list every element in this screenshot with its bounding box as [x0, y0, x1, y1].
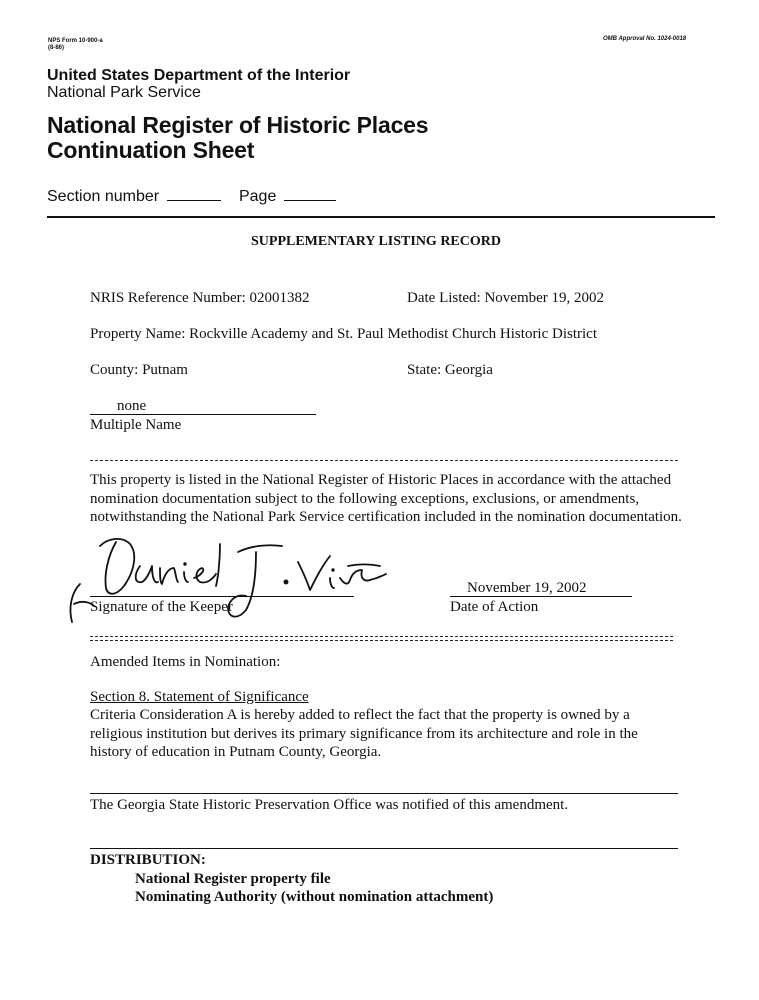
multiple-name-value: none [117, 398, 147, 414]
signature-label: Signature of the Keeper [90, 599, 233, 615]
notice-rule [90, 793, 678, 794]
form-number-label [48, 38, 103, 52]
omb-approval: OMB Approval No. 1024-0018 [603, 36, 687, 42]
distribution-item: National Register property file [135, 871, 331, 887]
form-number: NPS Form 10-900-a [48, 38, 103, 44]
form-revision: (8-86) [48, 45, 65, 51]
multiple-name-label: Multiple Name [90, 417, 182, 433]
page-label: Page [238, 188, 277, 205]
record-heading: SUPPLEMENTARY LISTING RECORD [251, 234, 501, 249]
section-number-field [167, 200, 221, 201]
page-field [284, 200, 336, 201]
page-title: National Register of Historic Places [47, 112, 429, 138]
action-date: November 19, 2002 [467, 580, 587, 596]
department-name: United States Department of the Interior [47, 67, 351, 84]
header-rule [47, 216, 715, 218]
dashed-divider [90, 460, 678, 461]
county: County: Putnam [90, 362, 188, 378]
section-number-label: Section number [47, 188, 160, 205]
page-subtitle: Continuation Sheet [47, 137, 255, 163]
shpo-notice: The Georgia State Historic Preservation Office was notified of this amendment. [90, 797, 569, 813]
nris-number: NRIS Reference Number: 02001382 [90, 290, 310, 306]
amended-section: Section 8. Statement of Significance [90, 689, 309, 705]
state: State: Georgia [407, 362, 493, 378]
action-date-line [450, 596, 632, 597]
section-page-line [47, 188, 336, 206]
distribution-heading: DISTRIBUTION: [90, 852, 206, 868]
multiple-name-field [90, 398, 316, 415]
date-listed: Date Listed: November 19, 2002 [407, 290, 605, 306]
amendment-text: Criteria Consideration A is hereby added to reflect the fact that the property is owned by a religious institution but derives its primary significance from its architecture and role in the history of education in Putnam County, Georgia. [90, 707, 638, 760]
certification-text: This property is listed in the National Register of Historic Places in accordance with the attached nomination documentation subject to the following exceptions, exclusions, or amendments, notwithstanding the National Park Service certification included in the nomination documentation. [90, 472, 682, 525]
action-date-label: Date of Action [450, 599, 539, 615]
double-dashed-divider [90, 636, 673, 641]
property-name: Property Name: Rockville Academy and St. Paul Methodist Church Historic District [90, 326, 598, 342]
distribution-item: Nominating Authority (without nomination attachment) [135, 889, 494, 905]
amended-items-heading: Amended Items in Nomination: [90, 654, 281, 670]
signature-line [90, 596, 354, 597]
distribution-rule [90, 848, 678, 849]
service-name: National Park Service [47, 84, 201, 101]
